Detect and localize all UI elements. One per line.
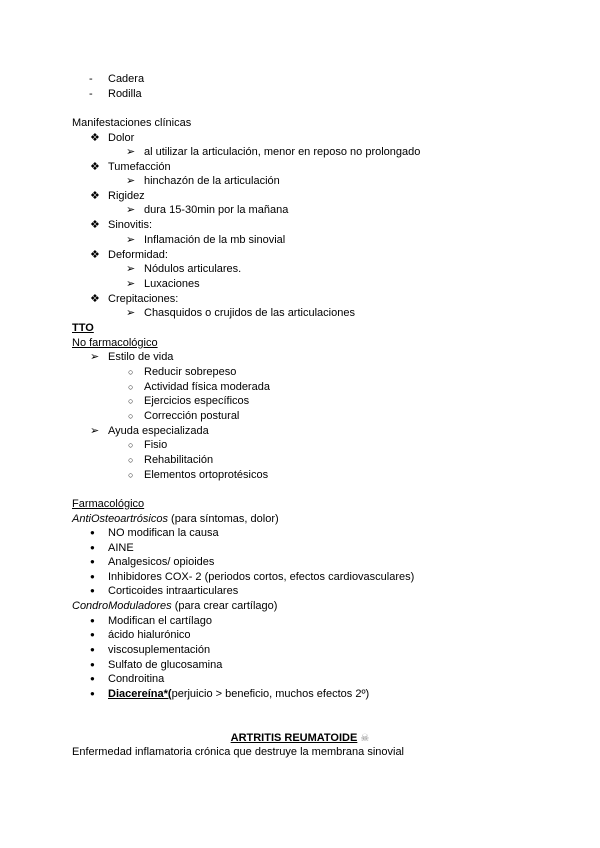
drug-group-title [72,512,279,526]
list-subitem: Corrección postural [144,410,240,422]
dot-bullet-icon: ● [90,674,95,683]
drug-group-title [72,599,277,613]
arrow-bullet-icon: ➢ [126,204,136,216]
diamond-bullet-icon: ❖ [90,293,100,305]
dot-bullet-icon: ● [90,630,95,639]
list-item: Cadera [108,73,145,85]
list-item: Estilo de vida [108,351,174,363]
diamond-bullet-icon: ❖ [90,161,100,173]
diamond-bullet-icon: ❖ [90,219,100,231]
list-item: Modifican el cartílago [108,615,212,627]
list-subitem: Rehabilitación [144,454,214,466]
artritis-title: ARTRITIS REUMATOIDE [230,732,358,744]
list-item: NO modifican la causa [108,527,219,539]
list-item: AINE [108,542,134,554]
list-subitem: dura 15-30min por la mañana [144,204,289,216]
dash-marker: - [89,73,93,85]
artritis-description: Enfermedad inflamatoria crónica que destruye la membrana sinovial [72,746,405,758]
section-title-artritis [0,731,600,746]
list-item: Rodilla [108,88,142,100]
arrow-bullet-icon: ➢ [126,175,136,187]
diamond-bullet-icon: ❖ [90,190,100,202]
section-heading-tto: TTO [72,322,94,334]
dot-bullet-icon: ● [90,586,95,595]
list-subitem: hinchazón de la articulación [144,175,280,187]
arrow-bullet-icon: ➢ [90,351,100,363]
dot-bullet-icon: ● [90,689,95,698]
dot-bullet-icon: ● [90,645,95,654]
list-item: Sulfato de glucosamina [108,659,223,671]
list-item: Ayuda especializada [108,425,209,437]
circle-bullet-icon: ○ [128,382,134,392]
arrow-bullet-icon: ➢ [126,263,136,275]
list-item: Deformidad: [108,249,168,261]
dot-bullet-icon: ● [90,616,95,625]
list-subitem: Inflamación de la mb sinovial [144,234,286,246]
drug-name-diacereina: Diacereína*( [108,688,172,700]
circle-bullet-icon: ○ [128,470,134,480]
list-subitem: Ejercicios específicos [144,395,250,407]
drug-group-name: CondroModuladores [72,600,172,612]
arrow-bullet-icon: ➢ [126,278,136,290]
dot-bullet-icon: ● [90,572,95,581]
list-item: Crepitaciones: [108,293,179,305]
list-item: viscosuplementación [108,644,211,656]
dot-bullet-icon: ● [90,660,95,669]
list-item: Sinovitis: [108,219,153,231]
drug-group-note: (para síntomas, dolor) [167,513,279,525]
dot-bullet-icon: ● [90,543,95,552]
section-heading-manifestaciones: Manifestaciones clínicas [72,117,192,129]
list-subitem: Elementos ortoprotésicos [144,469,269,481]
list-item: Tumefacción [108,161,171,173]
subheading-farmacologico: Farmacológico [72,498,145,510]
dot-bullet-icon: ● [90,557,95,566]
diamond-bullet-icon: ❖ [90,249,100,261]
list-item: Rigidez [108,190,145,202]
list-subitem: Chasquidos o crujidos de las articulaciones [144,307,355,319]
circle-bullet-icon: ○ [128,455,134,465]
subheading-no-farmacologico: No farmacológico [72,337,158,349]
list-item: ácido hialurónico [108,629,191,641]
list-item: Inhibidores COX- 2 (periodos cortos, efectos cardiovasculares) [108,571,415,583]
drug-group-name: AntiOsteoartrósicos [72,513,168,525]
list-item [108,687,369,701]
arrow-bullet-icon: ➢ [126,234,136,246]
list-subitem: Reducir sobrepeso [144,366,237,378]
list-item: Condroitina [108,673,165,685]
list-subitem: Luxaciones [144,278,200,290]
list-item: Analgesicos/ opioides [108,556,215,568]
list-subitem: Fisio [144,439,168,451]
list-item: Dolor [108,132,135,144]
arrow-bullet-icon: ➢ [90,425,100,437]
dot-bullet-icon: ● [90,528,95,537]
drug-group-note: (para crear cartílago) [171,600,278,612]
arrow-bullet-icon: ➢ [126,307,136,319]
list-subitem: Actividad física moderada [144,381,270,393]
circle-bullet-icon: ○ [128,440,134,450]
drug-note: perjuicio > beneficio, muchos efectos 2º) [171,688,370,700]
list-subitem: al utilizar la articulación, menor en reposo no prolongado [144,146,421,158]
diamond-bullet-icon: ❖ [90,132,100,144]
circle-bullet-icon: ○ [128,396,134,406]
circle-bullet-icon: ○ [128,367,134,377]
skull-icon: ☠ [360,733,370,744]
dash-marker: - [89,88,93,100]
arrow-bullet-icon: ➢ [126,146,136,158]
list-item: Corticoides intraarticulares [108,585,239,597]
circle-bullet-icon: ○ [128,411,134,421]
list-subitem: Nódulos articulares. [144,263,242,275]
